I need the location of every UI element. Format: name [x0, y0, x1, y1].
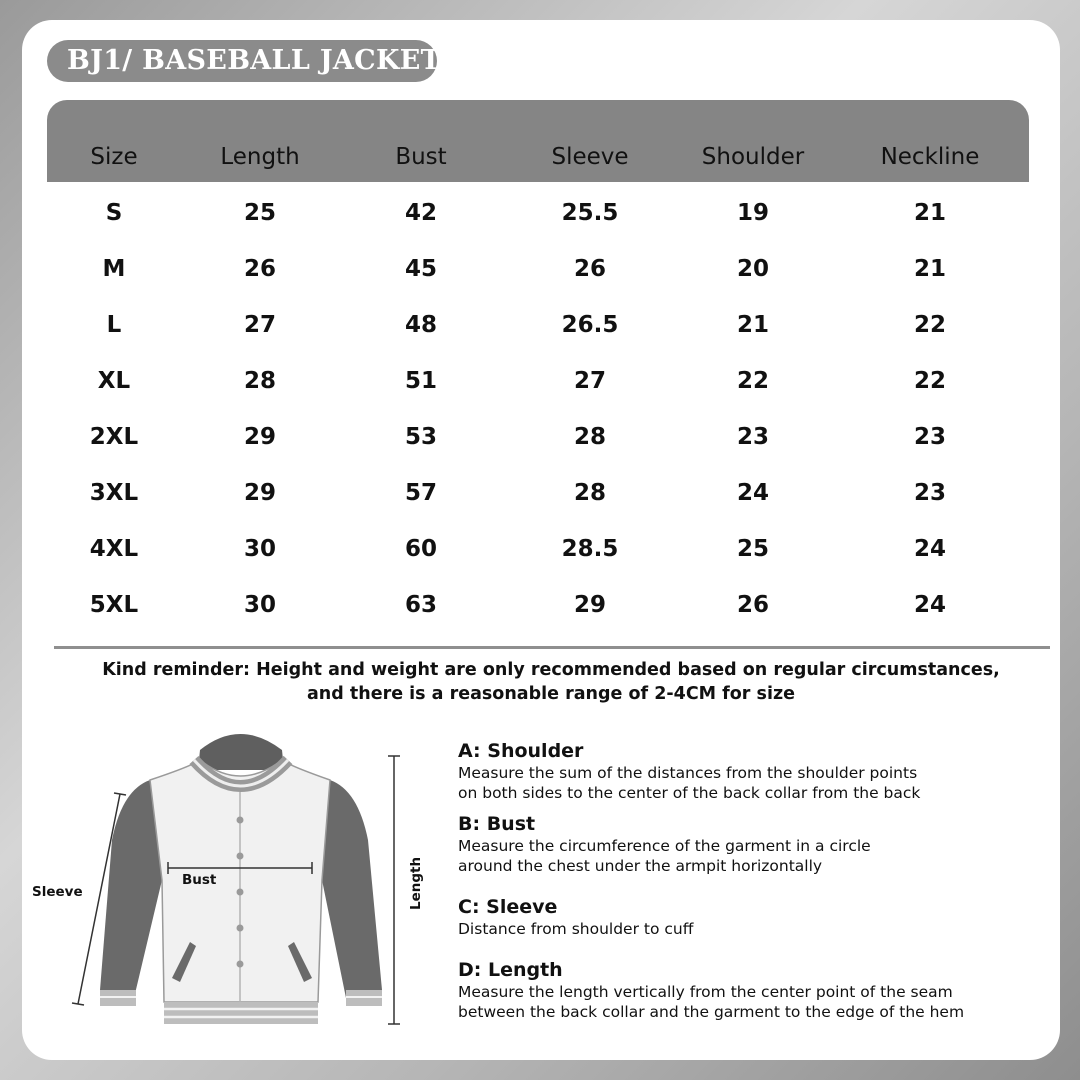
table-cell: 60 — [404, 536, 437, 562]
table-cell: 24 — [736, 480, 769, 506]
table-header-cell: Length — [220, 144, 300, 170]
button-4 — [237, 925, 244, 932]
bust-desc-2: around the chest under the armpit horizontally — [458, 857, 823, 875]
table-cell: 23 — [913, 480, 946, 506]
table-cell: 53 — [404, 424, 437, 450]
table-cell: 28 — [243, 368, 276, 394]
chart-title: BJ1/ BASEBALL JACKET — [47, 40, 437, 82]
left-sleeve-shape — [100, 780, 162, 998]
shoulder-desc-2: on both sides to the center of the back collar from the back — [458, 784, 921, 802]
table-cell: 21 — [736, 312, 769, 338]
table-cell: 28.5 — [561, 536, 619, 562]
table-cell: 27 — [243, 312, 276, 338]
table-cell: 22 — [913, 312, 946, 338]
table-cell: 28 — [573, 424, 606, 450]
button-1 — [237, 817, 244, 824]
table-cell: 29 — [243, 424, 276, 450]
table-size-cell: L — [106, 312, 122, 338]
table-size-cell: 2XL — [89, 424, 139, 450]
table-cell: 25.5 — [561, 200, 619, 226]
table-cell: 24 — [913, 536, 946, 562]
table-size-cell: 4XL — [89, 536, 139, 562]
table-cell: 26.5 — [561, 312, 619, 338]
sleeve-title: C: Sleeve — [458, 896, 558, 918]
table-cell: 26 — [736, 592, 769, 618]
shoulder-desc-1: Measure the sum of the distances from the shoulder points — [458, 764, 918, 782]
table-header-cell: Neckline — [880, 144, 980, 170]
table-header-cell: Sleeve — [551, 144, 629, 170]
table-cell: 30 — [243, 592, 276, 618]
button-3 — [237, 889, 244, 896]
length-label: Length — [408, 856, 424, 910]
table-cell: 25 — [736, 536, 769, 562]
table-cell: 21 — [913, 256, 946, 282]
table-size-cell: XL — [97, 368, 131, 394]
button-2 — [237, 853, 244, 860]
sleeve-label: Sleeve — [32, 884, 83, 900]
table-cell: 51 — [404, 368, 437, 394]
bust-label: Bust — [182, 872, 217, 888]
hood-shape — [198, 734, 284, 770]
table-cell: 63 — [404, 592, 437, 618]
table-cell: 48 — [404, 312, 437, 338]
length-desc-2: between the back collar and the garment to the edge of the hem — [458, 1003, 965, 1021]
table-cell: 19 — [736, 200, 769, 226]
table-cell: 42 — [404, 200, 437, 226]
table-size-cell: S — [105, 200, 123, 226]
table-cell: 23 — [913, 424, 946, 450]
table-cell: 21 — [913, 200, 946, 226]
table-cell: 29 — [243, 480, 276, 506]
shoulder-title: A: Shoulder — [458, 740, 584, 762]
table-header-cell: Bust — [395, 144, 447, 170]
table-divider — [54, 646, 1050, 649]
table-cell: 28 — [573, 480, 606, 506]
reminder-line-1: Kind reminder: Height and weight are only recommended based on regular circumstances, — [102, 660, 1000, 680]
table-cell: 30 — [243, 536, 276, 562]
table-cell: 22 — [913, 368, 946, 394]
table-cell: 29 — [573, 592, 606, 618]
length-title: D: Length — [458, 959, 563, 981]
table-cell: 24 — [913, 592, 946, 618]
right-sleeve-shape — [322, 780, 382, 998]
table-cell: 20 — [736, 256, 769, 282]
table-cell: 26 — [573, 256, 606, 282]
table-header-cell: Size — [90, 144, 138, 170]
table-cell: 57 — [404, 480, 437, 506]
hem-rib — [164, 1002, 318, 1024]
table-cell: 27 — [573, 368, 606, 394]
table-size-cell: 5XL — [89, 592, 139, 618]
table-header-cell: Shoulder — [701, 144, 805, 170]
table-cell: 23 — [736, 424, 769, 450]
table-cell: 45 — [404, 256, 437, 282]
table-cell: 22 — [736, 368, 769, 394]
table-cell: 25 — [243, 200, 276, 226]
reminder-line-2: and there is a reasonable range of 2-4CM for size — [307, 684, 795, 704]
table-cell: 26 — [243, 256, 276, 282]
button-5 — [237, 961, 244, 968]
bust-desc-1: Measure the circumference of the garment in a circle — [458, 837, 871, 855]
size-chart-card — [22, 20, 1060, 1060]
sleeve-desc-1: Distance from shoulder to cuff — [458, 920, 694, 938]
bust-title: B: Bust — [458, 813, 536, 835]
table-size-cell: 3XL — [89, 480, 139, 506]
length-desc-1: Measure the length vertically from the center point of the seam — [458, 983, 953, 1001]
table-size-cell: M — [102, 256, 126, 282]
jacket-diagram — [22, 720, 442, 1050]
